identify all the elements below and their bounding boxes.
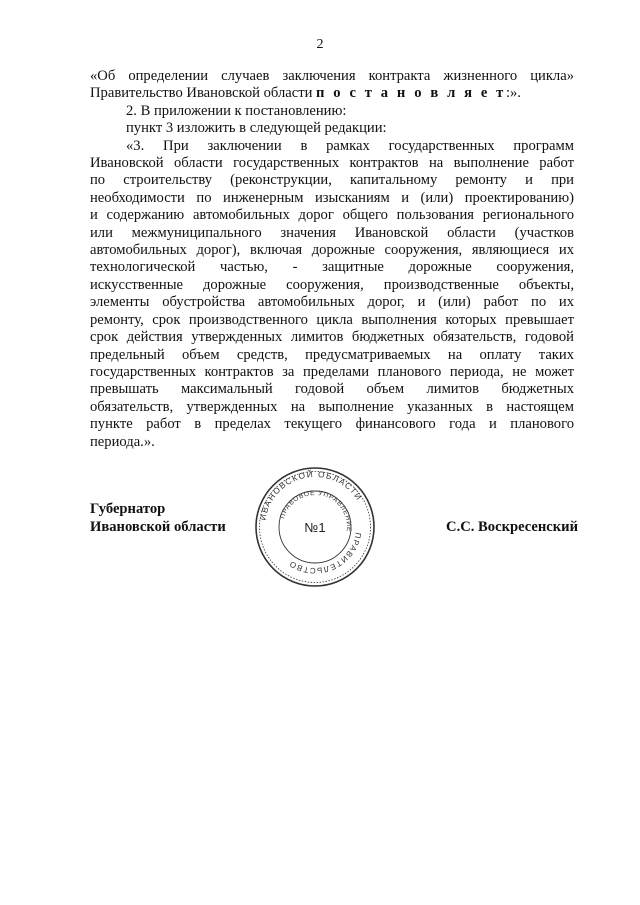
- text-line: периода.».: [90, 433, 155, 450]
- text-line: «3. При заключении в рамках государственных программ: [126, 137, 574, 154]
- text-line: предельный объем средств, предусматриваемых на оплату таких: [90, 346, 574, 363]
- text-line: пункте работ в пределах текущего финансового года и планового: [90, 416, 574, 433]
- document-body: [90, 68, 574, 451]
- seal-outer-text: ИВАНОВСКОЙ ОБЛАСТИ: [257, 468, 365, 522]
- text-line: технологической частью, - защитные дорожные сооружения,: [90, 259, 574, 276]
- seal-number: №1: [304, 520, 326, 535]
- text-line: необходимости по инженерным изысканиям и (или) проектированию): [90, 189, 574, 206]
- signatory-title-line: Ивановской области: [90, 519, 226, 535]
- paragraph-item-2: 2. В приложении к постановлению:: [126, 102, 347, 119]
- resolution-word: п о с т а н о в л я е т: [316, 85, 506, 102]
- text-line: или межмуниципального значения Ивановской области (участков: [90, 224, 574, 241]
- signatory-name: С.С. Воскресенский: [446, 519, 578, 535]
- text-line: по строительству (реконструкции, капитальному ремонту и при: [90, 172, 574, 189]
- official-seal: [254, 466, 376, 588]
- text-line: и содержанию автомобильных дорог общего пользования регионального: [90, 207, 574, 224]
- text-line: ремонту, срок производственного цикла выполнения которых превышает: [90, 311, 574, 328]
- text-line: государственных контрактов за пределами планового периода, не может: [90, 363, 574, 380]
- text-line: превышать максимальный годовой объем лимитов бюджетных: [90, 381, 574, 398]
- text-line: срок действия утвержденных лимитов бюджетных обязательств, годовой: [90, 329, 574, 346]
- seal-middle-text: ПРАВИТЕЛЬСТВО: [287, 531, 363, 576]
- text-fragment: Правительство Ивановской области: [90, 85, 317, 102]
- text-line: «Об определении случаев заключения контракта жизненного цикла»: [90, 68, 574, 84]
- paragraph-point-3-intro: пункт 3 изложить в следующей редакции:: [126, 120, 387, 137]
- signatory-title-line: Губернатор: [90, 501, 166, 517]
- signatory-title: [90, 500, 226, 536]
- text-line: автомобильных дорог), включая дорожные сооружения, являющиеся их: [90, 242, 574, 259]
- seal-inner-text: ПРАВОВОЕ УПРАВЛЕНИЕ: [279, 489, 353, 533]
- text-fragment: :».: [505, 85, 521, 102]
- text-line: Ивановской области государственных контрактов на выполнение работ: [90, 155, 574, 172]
- text-line: [90, 85, 574, 102]
- text-line: искусственные дорожные сооружения, производственные объекты,: [90, 276, 574, 293]
- page-number: 2: [316, 37, 324, 52]
- text-line: элементы обустройства автомобильных дорог, и (или) работ по их: [90, 294, 574, 311]
- text-line: обязательств, утвержденных на выполнение указанных в настоящем: [90, 398, 574, 415]
